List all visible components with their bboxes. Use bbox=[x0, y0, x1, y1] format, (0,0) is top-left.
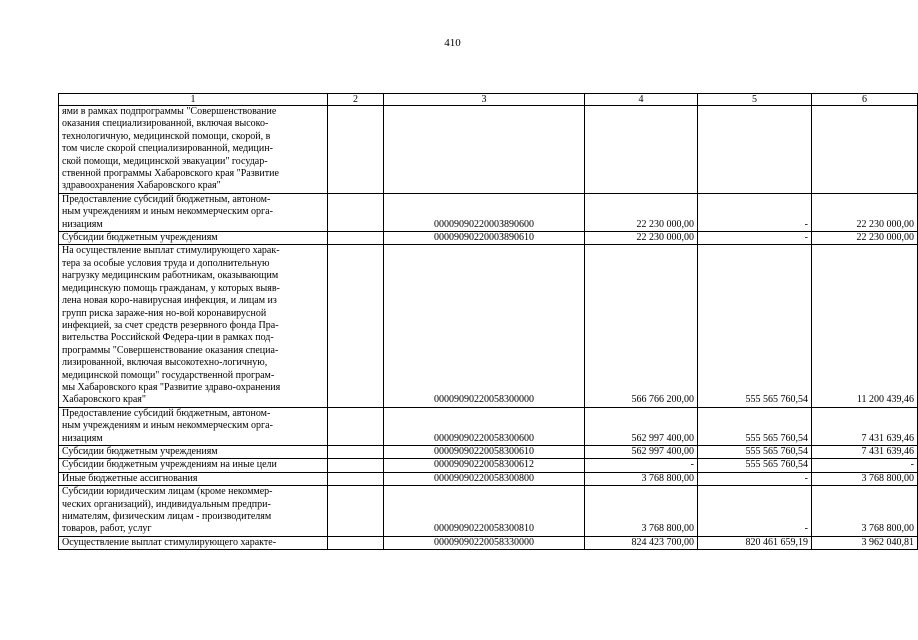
column-header-1: 1 bbox=[59, 94, 328, 106]
row-col2-cell bbox=[328, 232, 384, 245]
row-col6-cell: 22 230 000,00 bbox=[812, 232, 918, 245]
column-header-6: 6 bbox=[812, 94, 918, 106]
row-col4-cell: 824 423 700,00 bbox=[585, 536, 698, 549]
row-col4-cell: 562 997 400,00 bbox=[585, 407, 698, 445]
row-col5-cell: - bbox=[698, 232, 812, 245]
row-col4-cell: 566 766 200,00 bbox=[585, 245, 698, 407]
row-code-cell: 0000909022000З890610 bbox=[384, 232, 585, 245]
row-col6-cell: 3 768 800,00 bbox=[812, 486, 918, 537]
table-row bbox=[59, 232, 918, 245]
row-col6-cell: 7 431 639,46 bbox=[812, 445, 918, 458]
row-col5-cell bbox=[698, 106, 812, 194]
row-name-cell: Предоставление субсидий бюджетным, автоном- ным учреждениям и иным некоммерческим орга- низациям bbox=[59, 407, 328, 445]
column-header-4: 4 bbox=[585, 94, 698, 106]
table-row bbox=[59, 459, 918, 472]
row-col6-cell: 11 200 439,46 bbox=[812, 245, 918, 407]
row-name-cell: Субсидии бюджетным учреждениям bbox=[59, 445, 328, 458]
table-row bbox=[59, 245, 918, 407]
row-code-cell: 00009090220058300810 bbox=[384, 486, 585, 537]
row-col6-cell bbox=[812, 106, 918, 194]
row-col4-cell: 22 230 000,00 bbox=[585, 193, 698, 231]
row-col5-cell: 820 461 659,19 bbox=[698, 536, 812, 549]
row-name-cell: ями в рамках подпрограммы "Совершенствование оказания специализированной, включая высоко- технологичную, медицинской помощи, скорой, в том числе скорой специализированной, медицин- ской помощи, медицинской эвакуации" государ- ственной программы Хабаровского края "Развитие здравоохранения Хабаровского края" bbox=[59, 106, 328, 194]
row-col5-cell: 555 565 760,54 bbox=[698, 445, 812, 458]
row-name-cell: Субсидии бюджетным учреждениям на иные цели bbox=[59, 459, 328, 472]
row-code-cell: 00009090220058300610 bbox=[384, 445, 585, 458]
table-row bbox=[59, 445, 918, 458]
row-code-cell: 00009090220058300000 bbox=[384, 245, 585, 407]
row-col5-cell: - bbox=[698, 193, 812, 231]
row-col4-cell bbox=[585, 106, 698, 194]
row-name-cell: Предоставление субсидий бюджетным, автоном- ным учреждениям и иным некоммерческим орга- низациям bbox=[59, 193, 328, 231]
row-col4-cell: 3 768 800,00 bbox=[585, 472, 698, 485]
table-header-row bbox=[59, 94, 918, 106]
row-col6-cell: 3 962 040,81 bbox=[812, 536, 918, 549]
row-name-cell: Субсидии юридическим лицам (кроме некоммер- ческих организаций), индивидуальным предпри- нимателям, физическим лицам - производителям товаров, работ, услуг bbox=[59, 486, 328, 537]
row-name-cell: Осуществление выплат стимулирующего характе- bbox=[59, 536, 328, 549]
row-code-cell: 0000909022000З890600 bbox=[384, 193, 585, 231]
row-col2-cell bbox=[328, 193, 384, 231]
row-code-cell: 00009090220058300800 bbox=[384, 472, 585, 485]
page-number: 410 bbox=[444, 37, 461, 49]
table-row bbox=[59, 193, 918, 231]
row-code-cell: 00009090220058330000 bbox=[384, 536, 585, 549]
row-col5-cell: 555 565 760,54 bbox=[698, 245, 812, 407]
row-name-cell: Субсидии бюджетным учреждениям bbox=[59, 232, 328, 245]
row-col2-cell bbox=[328, 472, 384, 485]
row-col6-cell: 22 230 000,00 bbox=[812, 193, 918, 231]
table-row bbox=[59, 486, 918, 537]
row-col6-cell: - bbox=[812, 459, 918, 472]
row-col4-cell: - bbox=[585, 459, 698, 472]
table-row bbox=[59, 536, 918, 549]
table-row bbox=[59, 106, 918, 194]
row-col2-cell bbox=[328, 445, 384, 458]
row-col4-cell: 562 997 400,00 bbox=[585, 445, 698, 458]
row-col2-cell bbox=[328, 407, 384, 445]
row-col2-cell bbox=[328, 245, 384, 407]
column-header-5: 5 bbox=[698, 94, 812, 106]
row-name-cell: На осуществление выплат стимулирующего харак- тера за особые условия труда и дополнительную нагрузку медицинским работникам, оказывающим медицинскую помощь гражданам, у которых выяв- лена новая коро-навирусная инфекция, и лицам из групп риска зараже-ния но-вой коронавирусной инфекцией, за счет средств резервного фонда Пра- вительства Российской Федера-ции в рамках под- программы "Совершенствование оказания специа- лизированной, включая высокотехно-логичную, медицинской помощи" государственной програм- мы Хабаровского края "Развитие здраво-охранения Хабаровского края" bbox=[59, 245, 328, 407]
row-col2-cell bbox=[328, 536, 384, 549]
row-col4-cell: 22 230 000,00 bbox=[585, 232, 698, 245]
row-col5-cell: 555 565 760,54 bbox=[698, 407, 812, 445]
column-header-2: 2 bbox=[328, 94, 384, 106]
budget-table-body bbox=[59, 94, 918, 550]
column-header-3: 3 bbox=[384, 94, 585, 106]
row-col5-cell: - bbox=[698, 486, 812, 537]
row-name-cell: Иные бюджетные ассигнования bbox=[59, 472, 328, 485]
table-row bbox=[59, 472, 918, 485]
row-col5-cell: 555 565 760,54 bbox=[698, 459, 812, 472]
row-code-cell: 00009090220058300600 bbox=[384, 407, 585, 445]
row-col5-cell: - bbox=[698, 472, 812, 485]
row-code-cell bbox=[384, 106, 585, 194]
row-col2-cell bbox=[328, 106, 384, 194]
row-col2-cell bbox=[328, 459, 384, 472]
table-row bbox=[59, 407, 918, 445]
budget-table bbox=[58, 93, 918, 550]
row-col4-cell: 3 768 800,00 bbox=[585, 486, 698, 537]
row-code-cell: 00009090220058300612 bbox=[384, 459, 585, 472]
row-col6-cell: 3 768 800,00 bbox=[812, 472, 918, 485]
row-col6-cell: 7 431 639,46 bbox=[812, 407, 918, 445]
row-col2-cell bbox=[328, 486, 384, 537]
